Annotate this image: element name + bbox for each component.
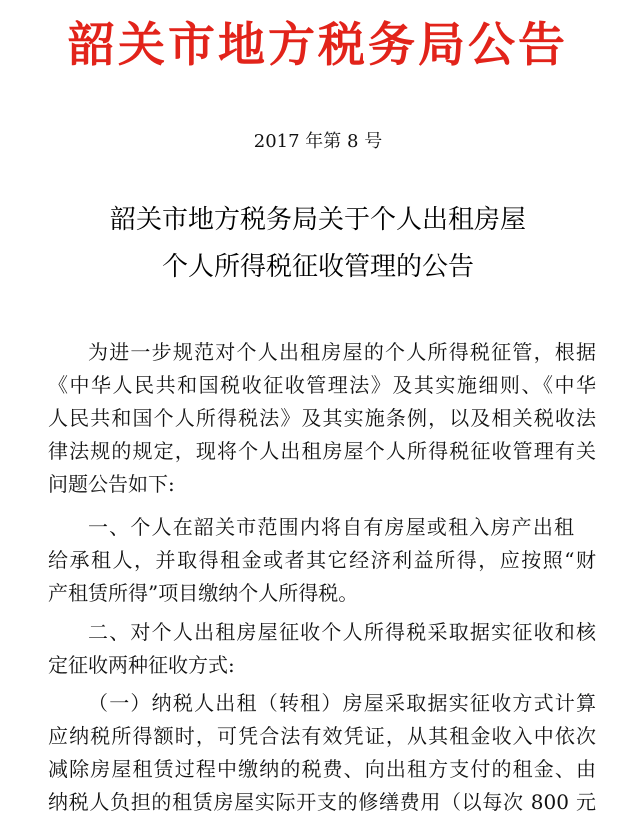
body-line: 二、对个人出租房屋征收个人所得税采取据实征收和核 [88,620,596,644]
document-number: 2017 年第 8 号 [253,131,383,152]
body-line: 减除房屋租赁过程中缴纳的税费、向出租方支付的租金、由 [48,757,596,781]
body-line: 问题公告如下: [48,472,175,496]
body-line: 律法规的规定，现将个人出租房屋个人所得税征收管理有关 [48,439,596,463]
body-line: 人民共和国个人所得税法》及其实施条例，以及相关税收法 [48,406,596,430]
body-line: 给承租人，并取得租金或者其它经济利益所得，应按照“财 [48,548,596,572]
announcement-title-line-2: 个人所得税征收管理的公告 [161,252,474,282]
body-line: 为进一步规范对个人出租房屋的个人所得税征管，根据 [88,340,596,364]
announcement-title-line-1: 韶关市地方税务局关于个人出租房屋 [109,205,526,235]
body-line: 《中华人民共和国税收征收管理法》及其实施细则、《中华 [48,373,596,397]
body-line: （一）纳税人出租（转租）房屋采取据实征收方式计算 [88,691,596,715]
body-line: 应纳税所得额时，可凭合法有效凭证，从其租金收入中依次 [48,724,596,748]
body-line: 定征收两种征收方式: [48,653,235,677]
body-line: 一、个人在韶关市范围内将自有房屋或租入房产出租 [88,515,574,539]
body-line: 产租赁所得”项目缴纳个人所得税。 [48,581,359,605]
body-line: 纳税人负担的租赁房屋实际开支的修缮费用（以每次 800 元 [48,790,596,814]
masthead-title: 韶关市地方税务局公告 [68,18,568,73]
